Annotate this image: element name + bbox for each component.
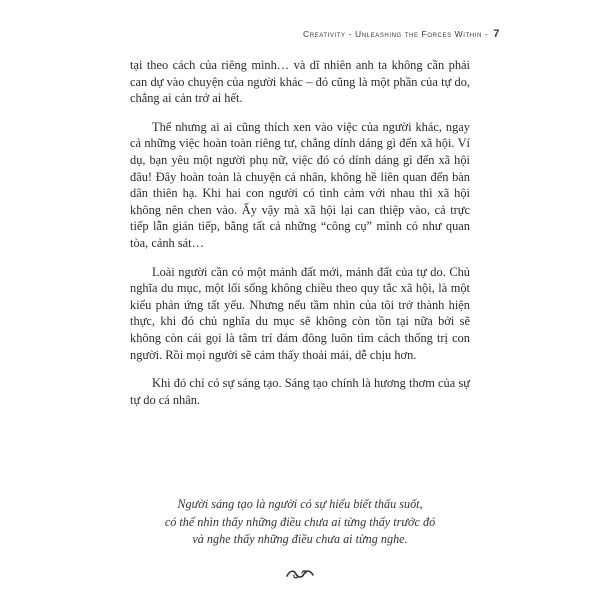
- paragraph-continued: tại theo cách của riêng mình… và dĩ nhiên anh ta không cần phải can dự vào chuyện của người khác – đó cũng là một phần của tự do, chẳng ai cản trở ai hết.: [130, 58, 470, 106]
- paragraph: Khi đó chỉ có sự sáng tạo. Sáng tạo chính là hương thơm của sự tự do cá nhân.: [130, 376, 470, 407]
- body-text: [130, 57, 470, 420]
- flourish-icon: [285, 567, 315, 581]
- paragraph: Thế nhưng ai ai cũng thích xen vào việc của người khác, ngay cả những việc hoàn toàn riêng tư, chẳng dính dáng gì đến xã hội. Ví dụ, bạn yêu một người phụ nữ, việc đó có dính dáng gì đến xã hội đâu! Đây hoàn toàn là chuyện cá nhân, không hề liên quan đến bàn dân thiên hạ. Khi hai con người có tình cảm với nhau thì xã hội không nên chen vào. Ấy vậy mà xã hội lại can thiệp vào, cả trực tiếp lẫn gián tiếp, bằng tất cả những “công cụ” mình có như quan tòa, cảnh sát…: [130, 119, 470, 250]
- quote-line: có thể nhìn thấy những điều chưa ai từng thấy trước đó: [164, 514, 436, 529]
- closing-quote: [130, 496, 470, 549]
- running-title: Creativity - Unleashing the Forces Within -: [302, 29, 489, 39]
- running-head: [303, 28, 500, 40]
- page-number: 7: [493, 28, 500, 40]
- quote-line: và nghe thấy những điều chưa ai từng nghe.: [192, 532, 408, 546]
- quote-line: Người sáng tạo là người có sự hiểu biết thấu suốt,: [177, 497, 423, 511]
- paragraph: Loài người cần có một mảnh đất mới, mảnh đất của tự do. Chủ nghĩa du mục, một lối sống không chiều theo quy tắc xã hội, là một kiểu phản ứng tất yếu. Nhưng nếu tầm nhìn của tôi trở thành hiện thực, khi đó chủ nghĩa du mục sẽ không còn tồn tại nữa bởi sẽ không còn cái gọi là tâm trí đám đông luôn tìm cách thống trị con người. Rồi mọi người sẽ cảm thấy thoải mái, dễ chịu hơn.: [130, 264, 470, 362]
